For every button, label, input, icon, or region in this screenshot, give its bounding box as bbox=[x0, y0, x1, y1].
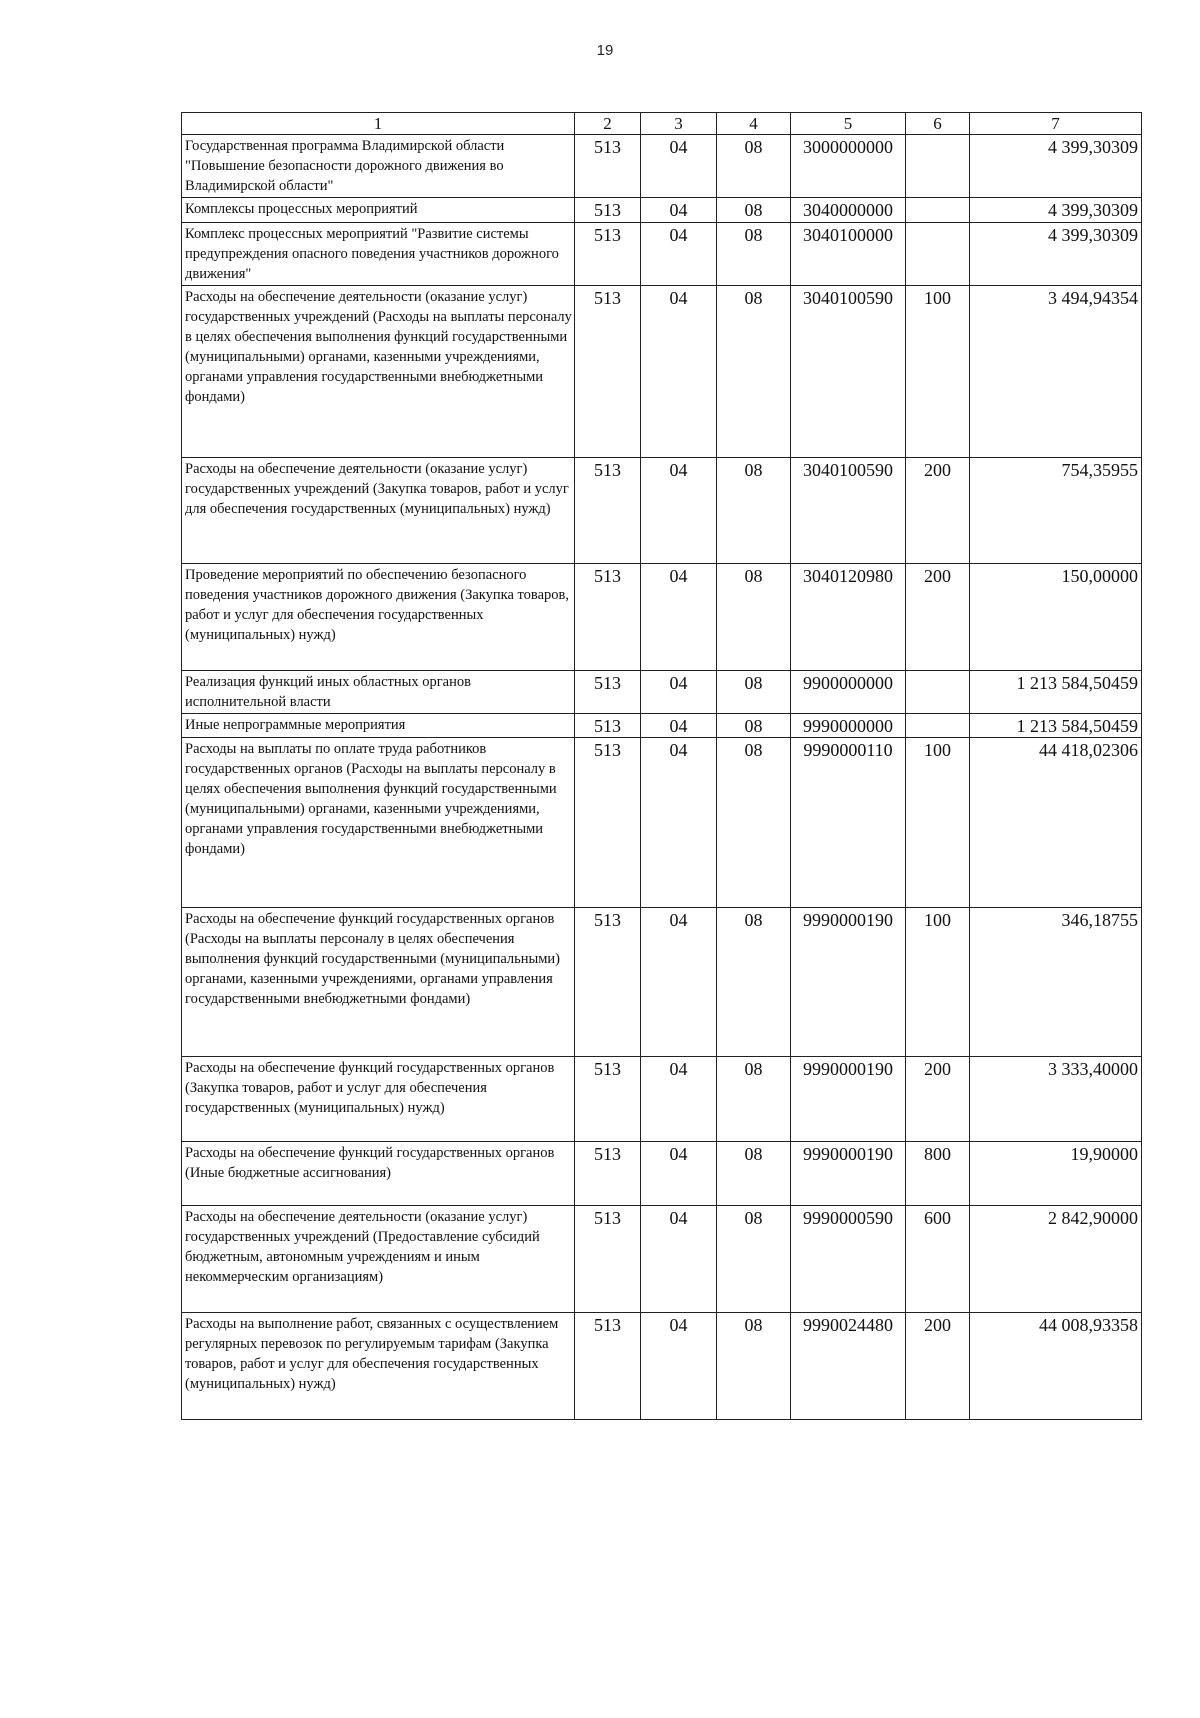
row-vr bbox=[906, 223, 970, 286]
row-rz: 04 bbox=[641, 286, 717, 458]
row-vr bbox=[906, 671, 970, 714]
row-vr: 200 bbox=[906, 458, 970, 564]
row-ved: 513 bbox=[575, 564, 641, 671]
row-rz: 04 bbox=[641, 1142, 717, 1206]
row-ved: 513 bbox=[575, 135, 641, 198]
table-row bbox=[182, 908, 1142, 1057]
row-pr: 08 bbox=[717, 738, 791, 908]
row-ved: 513 bbox=[575, 198, 641, 223]
row-pr: 08 bbox=[717, 458, 791, 564]
row-pr: 08 bbox=[717, 198, 791, 223]
row-rz: 04 bbox=[641, 738, 717, 908]
header-col-7: 7 bbox=[970, 113, 1142, 135]
row-rz: 04 bbox=[641, 564, 717, 671]
row-csr: 9900000000 bbox=[791, 671, 906, 714]
row-pr: 08 bbox=[717, 908, 791, 1057]
row-ved: 513 bbox=[575, 286, 641, 458]
row-sum: 3 494,94354 bbox=[970, 286, 1142, 458]
row-csr: 3040100590 bbox=[791, 286, 906, 458]
row-sum: 44 418,02306 bbox=[970, 738, 1142, 908]
row-pr: 08 bbox=[717, 1057, 791, 1142]
row-name: Расходы на обеспечение функций государственных органов (Иные бюджетные ассигнования) bbox=[182, 1142, 575, 1206]
header-col-3: 3 bbox=[641, 113, 717, 135]
row-name: Расходы на обеспечение деятельности (оказание услуг) государственных учреждений (Закупка товаров, работ и услуг для обеспечения государственных (муниципальных) нужд) bbox=[182, 458, 575, 564]
row-rz: 04 bbox=[641, 1057, 717, 1142]
row-sum: 4 399,30309 bbox=[970, 223, 1142, 286]
row-vr bbox=[906, 198, 970, 223]
table-row bbox=[182, 135, 1142, 198]
header-row bbox=[182, 113, 1142, 135]
row-sum: 4 399,30309 bbox=[970, 198, 1142, 223]
table-row bbox=[182, 714, 1142, 738]
table-row bbox=[182, 1313, 1142, 1420]
row-sum: 754,35955 bbox=[970, 458, 1142, 564]
table-row bbox=[182, 564, 1142, 671]
row-name: Расходы на выплаты по оплате труда работников государственных органов (Расходы на выплаты персоналу в целях обеспечения выполнения функций государственными (муниципальными) органами, казенными учреждениями, органами управления государственными внебюджетными фондами) bbox=[182, 738, 575, 908]
row-sum: 4 399,30309 bbox=[970, 135, 1142, 198]
row-sum: 150,00000 bbox=[970, 564, 1142, 671]
row-ved: 513 bbox=[575, 1206, 641, 1313]
row-csr: 9990000590 bbox=[791, 1206, 906, 1313]
row-csr: 3040100000 bbox=[791, 223, 906, 286]
table-row bbox=[182, 671, 1142, 714]
header-col-6: 6 bbox=[906, 113, 970, 135]
row-sum: 346,18755 bbox=[970, 908, 1142, 1057]
row-rz: 04 bbox=[641, 714, 717, 738]
row-csr: 9990000000 bbox=[791, 714, 906, 738]
row-ved: 513 bbox=[575, 223, 641, 286]
row-pr: 08 bbox=[717, 1206, 791, 1313]
budget-table bbox=[181, 112, 1142, 1420]
table-row bbox=[182, 198, 1142, 223]
header-col-2: 2 bbox=[575, 113, 641, 135]
row-name: Расходы на обеспечение деятельности (оказание услуг) государственных учреждений (Расходы на выплаты персоналу в целях обеспечения выполнения функций государственными (муниципальными) органами, казенными учреждениями, органами управления государственными внебюджетными фондами) bbox=[182, 286, 575, 458]
row-rz: 04 bbox=[641, 671, 717, 714]
header-col-5: 5 bbox=[791, 113, 906, 135]
row-vr: 200 bbox=[906, 564, 970, 671]
row-name: Расходы на выполнение работ, связанных с осуществлением регулярных перевозок по регулируемым тарифам (Закупка товаров, работ и услуг для обеспечения государственных (муниципальных) нужд) bbox=[182, 1313, 575, 1420]
row-vr: 200 bbox=[906, 1057, 970, 1142]
row-vr: 200 bbox=[906, 1313, 970, 1420]
row-name: Расходы на обеспечение функций государственных органов (Закупка товаров, работ и услуг для обеспечения государственных (муниципальных) нужд) bbox=[182, 1057, 575, 1142]
row-pr: 08 bbox=[717, 286, 791, 458]
row-name: Расходы на обеспечение деятельности (оказание услуг) государственных учреждений (Предоставление субсидий бюджетным, автономным учреждениям и иным некоммерческим организациям) bbox=[182, 1206, 575, 1313]
row-name: Реализация функций иных областных органов исполнительной власти bbox=[182, 671, 575, 714]
row-vr: 800 bbox=[906, 1142, 970, 1206]
header-col-1: 1 bbox=[182, 113, 575, 135]
row-pr: 08 bbox=[717, 714, 791, 738]
row-csr: 3040120980 bbox=[791, 564, 906, 671]
row-ved: 513 bbox=[575, 738, 641, 908]
row-rz: 04 bbox=[641, 135, 717, 198]
table-row bbox=[182, 738, 1142, 908]
row-csr: 3000000000 bbox=[791, 135, 906, 198]
row-ved: 513 bbox=[575, 714, 641, 738]
row-rz: 04 bbox=[641, 908, 717, 1057]
row-csr: 9990024480 bbox=[791, 1313, 906, 1420]
row-ved: 513 bbox=[575, 1313, 641, 1420]
table-row bbox=[182, 223, 1142, 286]
row-sum: 3 333,40000 bbox=[970, 1057, 1142, 1142]
row-pr: 08 bbox=[717, 1313, 791, 1420]
table-row bbox=[182, 458, 1142, 564]
row-pr: 08 bbox=[717, 1142, 791, 1206]
row-csr: 9990000190 bbox=[791, 1142, 906, 1206]
row-rz: 04 bbox=[641, 1206, 717, 1313]
row-pr: 08 bbox=[717, 135, 791, 198]
row-sum: 1 213 584,50459 bbox=[970, 671, 1142, 714]
table-row bbox=[182, 1057, 1142, 1142]
row-ved: 513 bbox=[575, 908, 641, 1057]
row-ved: 513 bbox=[575, 1057, 641, 1142]
row-rz: 04 bbox=[641, 223, 717, 286]
row-ved: 513 bbox=[575, 671, 641, 714]
row-vr: 600 bbox=[906, 1206, 970, 1313]
row-rz: 04 bbox=[641, 1313, 717, 1420]
row-name: Расходы на обеспечение функций государственных органов (Расходы на выплаты персоналу в целях обеспечения выполнения функций государственными (муниципальными) органами, казенными учреждениями, органами управления государственными внебюджетными фондами) bbox=[182, 908, 575, 1057]
table-row bbox=[182, 1206, 1142, 1313]
row-csr: 9990000110 bbox=[791, 738, 906, 908]
row-vr bbox=[906, 714, 970, 738]
row-pr: 08 bbox=[717, 223, 791, 286]
row-name: Иные непрограммные мероприятия bbox=[182, 714, 575, 738]
row-sum: 19,90000 bbox=[970, 1142, 1142, 1206]
page-number: 19 bbox=[596, 42, 614, 59]
header-col-4: 4 bbox=[717, 113, 791, 135]
row-vr: 100 bbox=[906, 286, 970, 458]
row-sum: 44 008,93358 bbox=[970, 1313, 1142, 1420]
row-name: Проведение мероприятий по обеспечению безопасного поведения участников дорожного движения (Закупка товаров, работ и услуг для обеспечения государственных (муниципальных) нужд) bbox=[182, 564, 575, 671]
row-sum: 2 842,90000 bbox=[970, 1206, 1142, 1313]
row-name: Комплекс процессных мероприятий "Развитие системы предупреждения опасного поведения участников дорожного движения" bbox=[182, 223, 575, 286]
table-row bbox=[182, 286, 1142, 458]
row-csr: 9990000190 bbox=[791, 1057, 906, 1142]
row-name: Государственная программа Владимирской области "Повышение безопасности дорожного движения во Владимирской области" bbox=[182, 135, 575, 198]
row-ved: 513 bbox=[575, 1142, 641, 1206]
row-sum: 1 213 584,50459 bbox=[970, 714, 1142, 738]
row-rz: 04 bbox=[641, 458, 717, 564]
row-vr bbox=[906, 135, 970, 198]
row-pr: 08 bbox=[717, 564, 791, 671]
row-name: Комплексы процессных мероприятий bbox=[182, 198, 575, 223]
table-row bbox=[182, 1142, 1142, 1206]
row-csr: 9990000190 bbox=[791, 908, 906, 1057]
row-vr: 100 bbox=[906, 908, 970, 1057]
row-ved: 513 bbox=[575, 458, 641, 564]
row-pr: 08 bbox=[717, 671, 791, 714]
row-csr: 3040100590 bbox=[791, 458, 906, 564]
row-rz: 04 bbox=[641, 198, 717, 223]
row-vr: 100 bbox=[906, 738, 970, 908]
row-csr: 3040000000 bbox=[791, 198, 906, 223]
